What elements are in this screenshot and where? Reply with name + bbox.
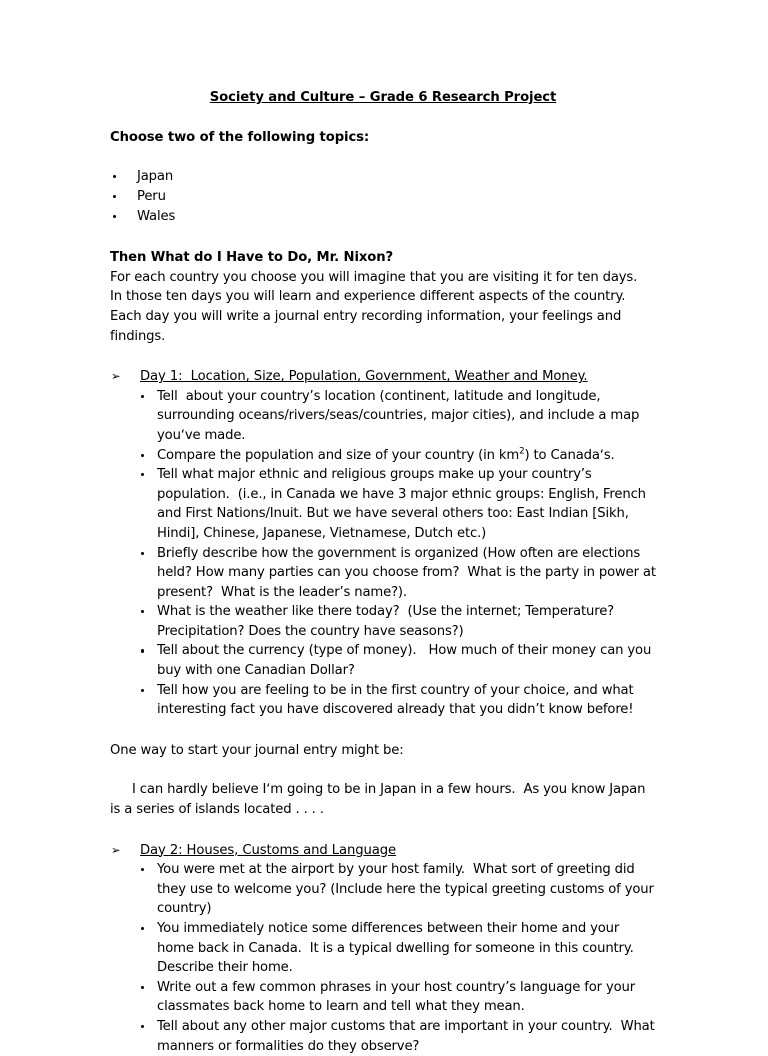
day2-heading-row	[110, 841, 656, 861]
task-text: Briefly describe how the government is organized (How often are elections held? How many parties can you choose from? What is the party in power at present? What is the leader’s name?).	[157, 545, 660, 600]
spacer	[110, 760, 656, 780]
topic-label: Peru	[137, 189, 166, 205]
list-item	[140, 465, 656, 543]
bullet-dot-icon	[141, 868, 144, 871]
topic-label: Japan	[137, 169, 174, 185]
journal-intro: One way to start your journal entry might be:	[110, 742, 404, 758]
bullet-dot-icon	[141, 986, 144, 989]
arrow-bullet-icon: ➢	[111, 842, 121, 857]
spacer	[110, 720, 656, 741]
topics-list	[110, 167, 656, 227]
day1-heading-row	[110, 367, 656, 387]
bullet-dot-icon	[141, 473, 144, 476]
choose-topics-heading: Choose two of the following topics:	[110, 129, 370, 145]
list-item	[140, 641, 656, 680]
task-text: You were met at the airport by your host family. What sort of greeting did they use to welcome you? (Include here the typical greeting customs of your country)	[157, 862, 658, 917]
bullet-dot-icon	[141, 610, 144, 613]
task-text: You immediately notice some differences between their home and your home back in Canada. It is a typical dwelling for someone in this country. Describe their home.	[157, 921, 642, 976]
bullet-dot-icon	[141, 649, 144, 652]
task-text: Tell how you are feeling to be in the first country of your choice, and what interesting fact you have discovered already that you didn’t know before!	[157, 682, 638, 718]
bullet-dot-icon	[141, 927, 144, 930]
list-item	[110, 207, 656, 227]
topic-label: Wales	[137, 209, 176, 225]
list-item	[140, 387, 656, 446]
document-body	[110, 88, 660, 1056]
list-item	[140, 602, 656, 641]
list-item	[140, 860, 656, 919]
superscript-exponent: 2	[519, 446, 525, 457]
list-item	[140, 978, 656, 1017]
task-text: Compare the population and size of your country (in km	[157, 447, 520, 463]
task-text: What is the weather like there today? (Use the internet; Temperature? Precipitation? Does the country have seasons?)	[157, 604, 619, 639]
bullet-dot-icon	[113, 215, 116, 218]
day1-heading: Day 1: Location, Size, Population, Government, Weather and Money.	[140, 369, 588, 385]
list-item	[140, 1017, 659, 1056]
list-item	[140, 544, 660, 603]
list-item	[110, 167, 656, 187]
task-text: Write out a few common phrases in your host country’s language for your classmates back home to learn and tell what they mean.	[157, 979, 640, 1015]
task-text: Tell what major ethnic and religious groups make up your country’s population. (i.e., in Canada we have 3 major ethnic groups: English, French and First Nations/Inuit. But we have several others too: East Indian [Sikh, Hindi], Chinese, Japanese, Vietnamese, Dutch etc.)	[157, 467, 650, 541]
spacer	[110, 147, 656, 167]
task-text-suffix: ) to Canadaʻs.	[524, 447, 615, 463]
page-title: Society and Culture – Grade 6 Research Project	[209, 90, 557, 105]
what-to-do-heading: Then What do I Have to Do, Mr. Nixon?	[110, 250, 394, 266]
task-text: Tell about your country’s location (continent, latitude and longitude, surrounding oceans/rivers/seas/countries, major cities), and include a map youʻve made.	[157, 388, 644, 443]
spacer	[110, 820, 656, 841]
arrow-bullet-icon: ➢	[111, 369, 121, 384]
list-item	[140, 446, 656, 466]
bullet-dot-icon	[141, 395, 144, 398]
spacer	[110, 346, 656, 367]
bullet-dot-icon	[141, 552, 144, 555]
day2-task-list	[110, 860, 659, 1056]
list-item	[140, 681, 656, 720]
list-item	[140, 919, 656, 978]
bullet-dot-icon	[141, 454, 144, 457]
day1-task-list	[110, 387, 660, 720]
task-text: Tell about the currency (type of money). How much of their money can you buy with one Canadian Dollar?	[157, 643, 656, 679]
bullet-dot-icon	[141, 1025, 144, 1028]
bullet-dot-icon	[113, 195, 116, 198]
what-to-do-paragraph: For each country you choose you will imagine that you are visiting it for ten days. In those ten days you will learn and experience different aspects of the country. Each day you will write a journal entry recording information, your feelings and findings.	[110, 269, 646, 344]
list-item	[110, 187, 656, 207]
journal-example-paragraph: I can hardly believe Iʻm going to be in Japan in a few hours. As you know Japan is a series of islands located . . . .	[110, 782, 650, 818]
bullet-dot-icon	[141, 689, 144, 692]
task-text: Tell about any other major customs that are important in your country. What manners or formalities do they observe?	[157, 1018, 659, 1054]
day2-heading: Day 2: Houses, Customs and Language	[140, 842, 397, 858]
spacer	[110, 227, 656, 248]
bullet-dot-icon	[113, 175, 116, 178]
